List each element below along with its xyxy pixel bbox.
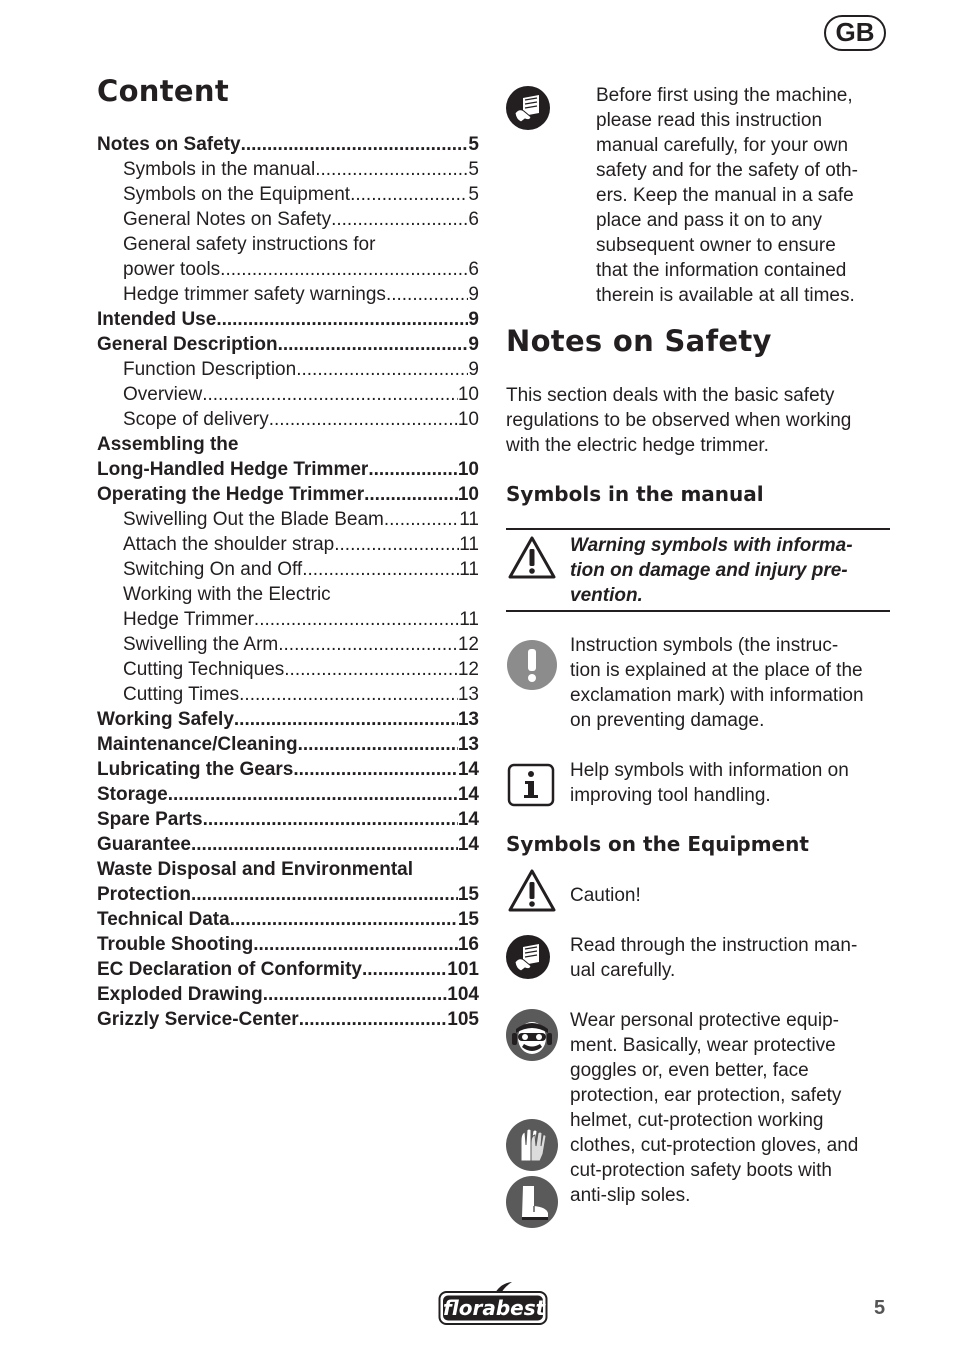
toc-dot-leader <box>296 357 468 382</box>
toc-dot-leader <box>331 207 468 232</box>
toc-entry <box>97 582 479 607</box>
toc-entry <box>97 182 479 207</box>
toc-entry-title: Maintenance/Cleaning <box>97 734 298 755</box>
ppe-text: Wear personal protective equip- ment. Basically, wear protective goggles or, even better, face protection, ear protection, safety helmet, cut-protection working clothes, cut-protection gloves, and cut-protection safety boots with anti-slip soles. <box>570 1010 859 1206</box>
toc-entry <box>97 657 479 682</box>
toc-entry-title: Overview <box>123 384 203 405</box>
toc-entry-title: Protection <box>97 884 191 905</box>
toc-entry <box>97 507 479 532</box>
toc-dot-leader <box>254 607 459 632</box>
toc-dot-leader <box>168 782 458 807</box>
toc-entry-title: Cutting Techniques <box>123 659 285 680</box>
toc-entry-page: 5 <box>468 159 479 180</box>
toc-entry <box>97 632 479 657</box>
toc-entry <box>97 132 479 157</box>
toc-entry-title: Lubricating the Gears <box>97 759 294 780</box>
toc-entry <box>97 732 479 757</box>
toc-entry-title: Working with the Electric <box>123 584 331 605</box>
toc-entry <box>97 282 479 307</box>
divider-top <box>506 528 890 530</box>
toc-entry-page: 14 <box>457 784 479 805</box>
toc-entry-title: Swivelling Out the Blade Beam <box>123 509 384 530</box>
toc-entry-title: Assembling the <box>97 434 239 455</box>
toc-dot-leader <box>220 257 468 282</box>
toc-entry <box>97 932 479 957</box>
toc-entry-title: Exploded Drawing <box>97 984 263 1005</box>
toc-dot-leader <box>203 807 458 832</box>
toc-entry-page: 5 <box>468 134 479 155</box>
language-badge: GB <box>824 15 886 51</box>
toc-entry-title: Cutting Times <box>123 684 240 705</box>
caution-triangle-icon <box>507 868 557 913</box>
toc-entry <box>97 432 479 457</box>
logo-text: florabest <box>443 1296 546 1320</box>
toc-entry-page: 15 <box>457 909 479 930</box>
toc-dot-leader <box>298 732 458 757</box>
toc-entry <box>97 257 479 282</box>
toc-entry-page: 10 <box>457 459 479 480</box>
toc-dot-leader <box>293 757 457 782</box>
intro-paragraph: Before first using the machine, please read this instruction manual carefully, for your own safety and for the safety of oth- ers. Keep the manual in a safe place and pass it on to any subsequent owner to ensure that the information contained therein is available at all times. <box>596 85 858 306</box>
toc-entry-title: Function Description <box>123 359 297 380</box>
toc-entry-page: 9 <box>468 359 479 380</box>
toc-dot-leader <box>216 307 468 332</box>
toc-entry <box>97 782 479 807</box>
toc-entry <box>97 207 479 232</box>
toc-entry-title: Working Safely <box>97 709 234 730</box>
toc-dot-leader <box>284 657 458 682</box>
toc-entry-title: Spare Parts <box>97 809 203 830</box>
toc-entry-title: General Notes on Safety <box>123 209 332 230</box>
toc-entry-title: Long-Handled Hedge Trimmer <box>97 459 369 480</box>
warning-symbol-text: Warning symbols with informa- tion on damage and injury pre- vention. <box>570 535 853 606</box>
toc-entry <box>97 1007 479 1032</box>
toc-entry <box>97 832 479 857</box>
toc-entry-title: Technical Data <box>97 909 230 930</box>
toc-entry-title: Switching On and Off <box>123 559 303 580</box>
toc-dot-leader <box>386 282 468 307</box>
toc-entry-title: Grizzly Service-Center <box>97 1009 299 1030</box>
toc-dot-leader <box>191 882 458 907</box>
toc-entry <box>97 907 479 932</box>
help-symbol-text: Help symbols with information on improving tool handling. <box>570 760 849 806</box>
table-of-contents <box>97 132 479 1032</box>
toc-entry-title: Trouble Shooting <box>97 934 254 955</box>
face-protection-icon <box>506 1009 558 1061</box>
toc-entry <box>97 532 479 557</box>
symbols-manual-title: Symbols in the manual <box>506 482 764 506</box>
toc-entry-page: 13 <box>457 709 479 730</box>
toc-entry-page: 6 <box>468 259 479 280</box>
toc-entry <box>97 807 479 832</box>
toc-entry-title: power tools <box>123 259 221 280</box>
toc-entry <box>97 382 479 407</box>
toc-entry-page: 11 <box>459 609 479 630</box>
toc-entry-page: 5 <box>468 184 479 205</box>
toc-entry-title: General safety instructions for <box>123 234 376 255</box>
toc-dot-leader <box>278 332 469 357</box>
toc-entry <box>97 607 479 632</box>
toc-entry-title: Scope of delivery <box>123 409 269 430</box>
toc-entry <box>97 307 479 332</box>
toc-entry-page: 11 <box>459 559 479 580</box>
toc-dot-leader <box>315 157 468 182</box>
toc-entry-title: Symbols in the manual <box>123 159 316 180</box>
toc-entry <box>97 982 479 1007</box>
toc-entry <box>97 357 479 382</box>
notes-safety-paragraph: This section deals with the basic safety regulations to be observed when working with the electric hedge trimmer. <box>506 385 852 456</box>
toc-entry-title: Storage <box>97 784 168 805</box>
divider-bottom <box>506 610 890 612</box>
toc-entry <box>97 882 479 907</box>
toc-dot-leader <box>253 932 458 957</box>
toc-entry-page: 14 <box>457 834 479 855</box>
warning-triangle-icon <box>507 535 557 580</box>
toc-entry-page: 10 <box>457 484 479 505</box>
toc-entry-page: 14 <box>457 759 479 780</box>
toc-entry-page: 9 <box>468 334 479 355</box>
toc-entry-title: Intended Use <box>97 309 217 330</box>
toc-entry-page: 10 <box>457 409 479 430</box>
toc-entry-page: 16 <box>457 934 479 955</box>
toc-entry-title: Swivelling the Arm <box>123 634 279 655</box>
toc-entry-page: 15 <box>457 884 479 905</box>
toc-entry-page: 9 <box>468 284 479 305</box>
toc-dot-leader <box>191 832 458 857</box>
toc-entry-page: 11 <box>459 534 479 555</box>
notes-safety-title: Notes on Safety <box>506 324 772 358</box>
toc-entry-title: Guarantee <box>97 834 191 855</box>
exclamation-circle-icon <box>507 640 557 690</box>
content-title: Content <box>97 74 229 108</box>
toc-dot-leader <box>362 957 447 982</box>
page-number: 5 <box>874 1297 886 1319</box>
toc-entry-page: 10 <box>457 384 479 405</box>
read-manual-icon <box>506 86 550 130</box>
toc-dot-leader <box>334 532 459 557</box>
gloves-icon <box>506 1119 558 1171</box>
toc-entry <box>97 707 479 732</box>
toc-entry-page: 104 <box>447 984 479 1005</box>
toc-entry <box>97 232 479 257</box>
toc-dot-leader <box>364 482 458 507</box>
toc-entry-title: Attach the shoulder strap <box>123 534 335 555</box>
caution-text: Caution! <box>570 885 641 906</box>
toc-dot-leader <box>263 982 448 1007</box>
toc-entry <box>97 757 479 782</box>
read-manual-equipment-icon <box>506 935 550 979</box>
toc-entry-title: EC Declaration of Conformity <box>97 959 362 980</box>
toc-entry-title: Operating the Hedge Trimmer <box>97 484 365 505</box>
toc-entry <box>97 682 479 707</box>
toc-dot-leader <box>234 707 458 732</box>
toc-dot-leader <box>239 682 458 707</box>
symbols-equipment-title: Symbols on the Equipment <box>506 832 809 856</box>
toc-entry <box>97 332 479 357</box>
toc-dot-leader <box>278 632 458 657</box>
toc-dot-leader <box>350 182 468 207</box>
toc-entry-page: 12 <box>457 659 479 680</box>
toc-dot-leader <box>302 557 459 582</box>
toc-entry-page: 6 <box>468 209 479 230</box>
toc-dot-leader <box>384 507 459 532</box>
toc-entry-page: 11 <box>459 509 479 530</box>
toc-entry <box>97 407 479 432</box>
toc-entry-page: 12 <box>457 634 479 655</box>
toc-entry <box>97 557 479 582</box>
toc-dot-leader <box>299 1007 448 1032</box>
toc-entry-page: 105 <box>447 1009 479 1030</box>
info-icon <box>507 763 555 807</box>
read-manual-text: Read through the instruction man- ual carefully. <box>570 935 858 981</box>
toc-dot-leader <box>269 407 458 432</box>
toc-entry-page: 101 <box>447 959 479 980</box>
toc-entry <box>97 957 479 982</box>
toc-entry-page: 14 <box>457 809 479 830</box>
toc-entry-title: General Description <box>97 334 278 355</box>
toc-dot-leader <box>202 382 458 407</box>
instruction-symbol-text: Instruction symbols (the instruc- tion is explained at the place of the exclamation mark) with information on preventing damage. <box>570 635 864 731</box>
toc-entry <box>97 482 479 507</box>
toc-entry <box>97 157 479 182</box>
toc-entry <box>97 857 479 882</box>
toc-entry-title: Symbols on the Equipment <box>123 184 351 205</box>
toc-entry-title: Notes on Safety <box>97 134 241 155</box>
toc-entry-title: Waste Disposal and Environmental <box>97 859 414 880</box>
toc-entry-page: 9 <box>468 309 479 330</box>
boots-icon <box>506 1176 558 1228</box>
toc-entry-page: 13 <box>457 734 479 755</box>
toc-entry-page: 13 <box>457 684 479 705</box>
toc-dot-leader <box>368 457 458 482</box>
toc-entry-title: Hedge trimmer safety warnings <box>123 284 386 305</box>
toc-entry <box>97 457 479 482</box>
toc-dot-leader <box>230 907 458 932</box>
toc-entry-title: Hedge Trimmer <box>123 609 254 630</box>
toc-dot-leader <box>241 132 469 157</box>
